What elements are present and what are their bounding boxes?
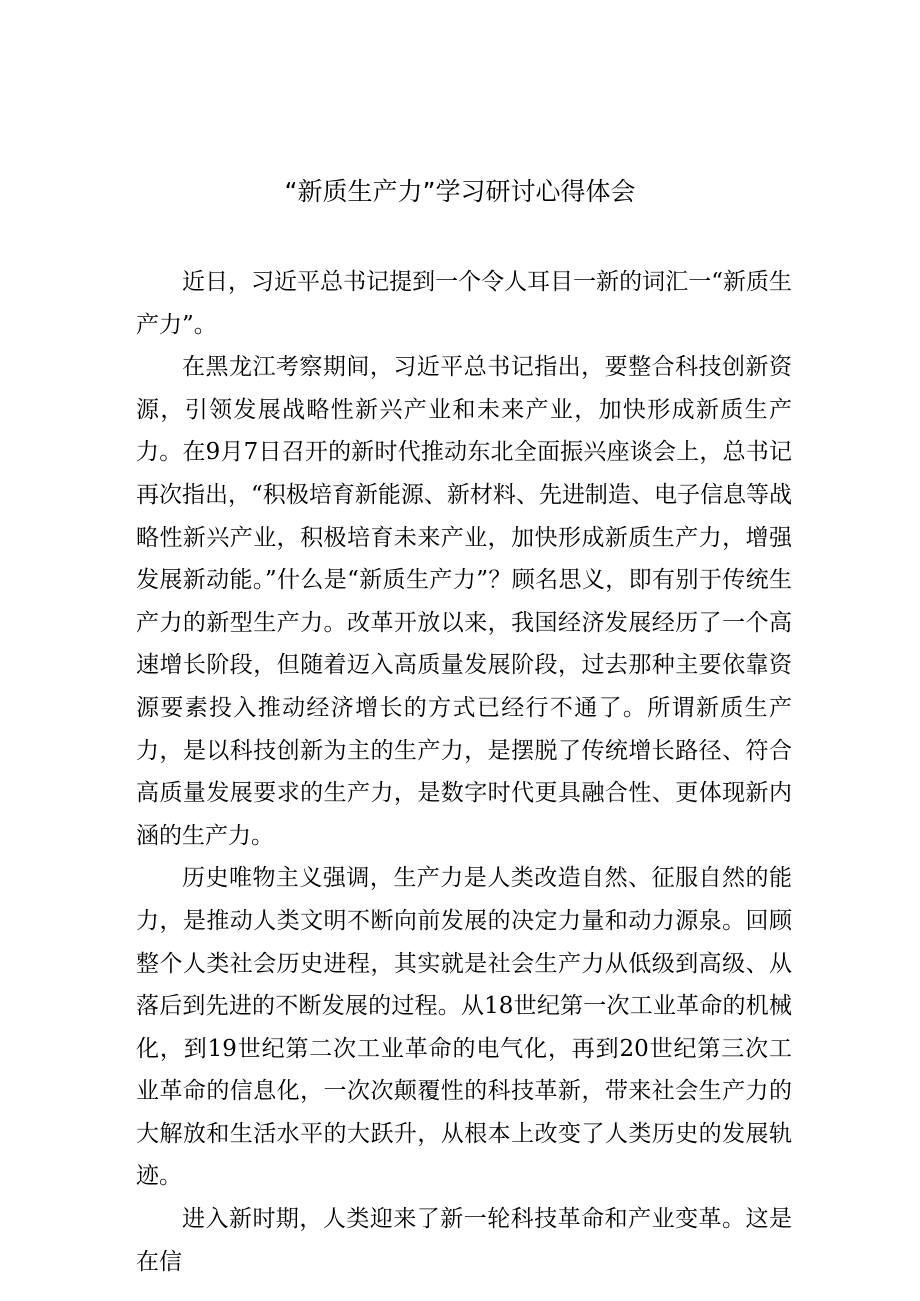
paragraph-4: 进入新时期，人类迎来了新一轮科技革命和产业变革。这是在信: [136, 1206, 792, 1275]
paragraph-1: 近日，习近平总书记提到一个令人耳目一新的词汇一“新质生产力”。: [136, 269, 792, 338]
paragraph-3: 历史唯物主义强调，生产力是人类改造自然、征服自然的能力，是推动人类文明不断向前发展的决定力量和动力源泉。回顾整个人类社会历史进程，其实就是社会生产力从低级到高级、从落后到先进的不断发展的过程。从18世纪第一次工业革命的机械化，到19世纪第二次工业革命的电气化，再到20世纪第三次工业革命的信息化，一次次颠覆性的科技革新，带来社会生产力的大解放和生活水平的大跃升，从根本上改变了人类历史的发展轨迹。: [136, 865, 792, 1190]
paragraph-2: 在黑龙江考察期间，习近平总书记指出，要整合科技创新资源，引领发展战略性新兴产业和未来产业，加快形成新质生产力。在9月7日召开的新时代推动东北全面振兴座谈会上，总书记再次指出，“积极培育新能源、新材料、先进制造、电子信息等战略性新兴产业，积极培育未来产业，加快形成新质生产力，增强发展新动能。”什么是“新质生产力”？顾名思义，即有别于传统生产力的新型生产力。改革开放以来，我国经济发展经历了一个高速增长阶段，但随着迈入高质量发展阶段，过去那种主要依靠资源要素投入推动经济增长的方式已经行不通了。所谓新质生产力，是以科技创新为主的生产力，是摆脱了传统增长路径、符合高质量发展要求的生产力，是数字时代更具融合性、更体现新内涵的生产力。: [136, 354, 792, 849]
document-title: “新质生产力”学习研讨心得体会: [284, 177, 636, 206]
document-body: [136, 261, 792, 1283]
